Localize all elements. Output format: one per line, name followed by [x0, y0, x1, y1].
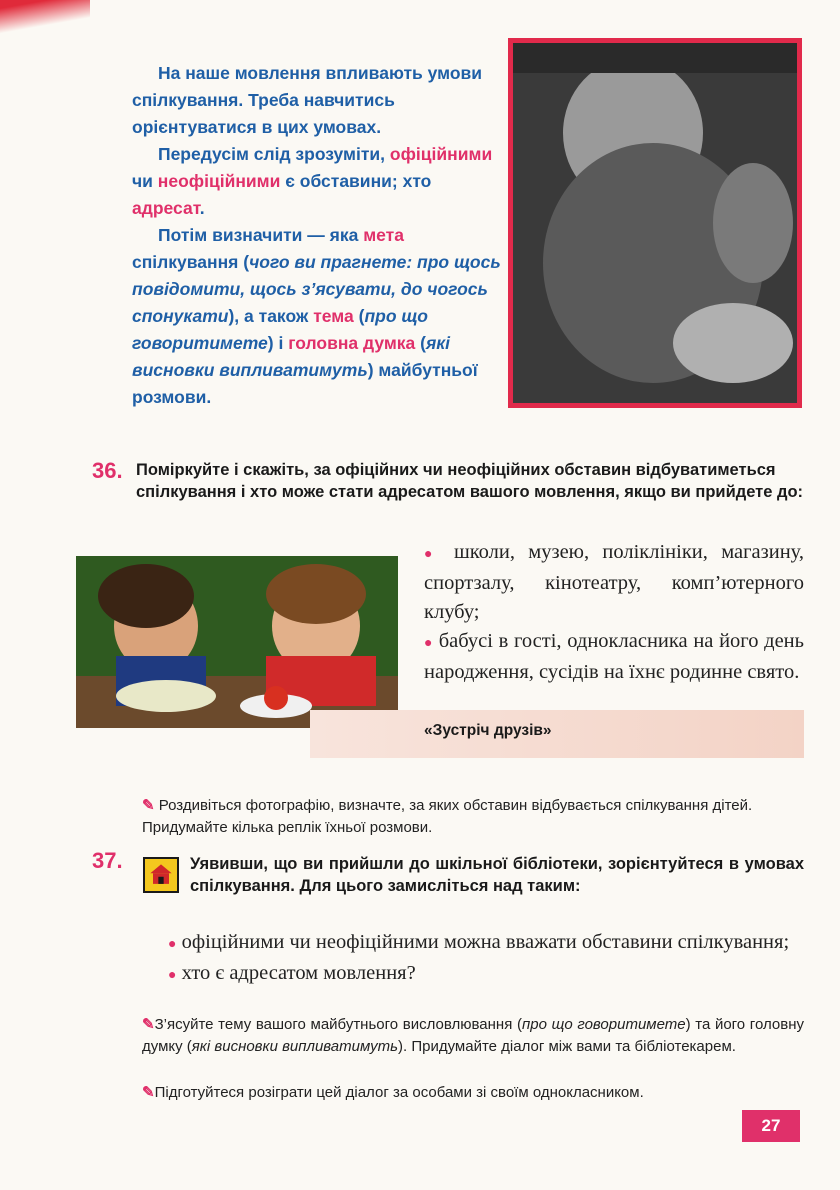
task-37-number: 37.: [92, 848, 123, 873]
list-item: ● бабусі в гості, однокласника на його день народження, сусідів на їхнє родинне свято.: [424, 630, 804, 683]
photo-children: [76, 556, 398, 728]
task-37-list: [140, 928, 804, 990]
task-36-text: Поміркуйте і скажіть, за офіційних чи неофіційних обставин відбуватиметься спілкування і хто може стати адресатом вашого мовлення, якщо ви прийдете до:: [136, 461, 804, 501]
rule-paragraph-1: На наше мовлення впливають умови спілкування. Треба навчитись орієнтуватися в цих умовах.: [132, 63, 483, 137]
task-36-list: [424, 538, 804, 687]
caption-band: [310, 710, 804, 758]
pencil-hint-icon: ✎: [142, 797, 155, 814]
photo-elderly-man: [508, 38, 802, 408]
page-number: 27: [742, 1110, 800, 1142]
rule-paragraph-3: Потім визначити — яка мета спілкування (чого ви прагнете: про щось повідомити, щось з’ясувати, до чогось спонукати), а також тема (про що говоритимете) і головна думка (які висновки випливатимуть) майбутньої розмови.: [132, 225, 501, 407]
list-item: ● школи, музею, поліклініки, магазину, спортзалу, кінотеатру, комп’ютерного клубу;: [424, 541, 805, 623]
page-corner-decoration: [0, 0, 90, 40]
photo-caption: «Зустріч друзів»: [424, 722, 552, 739]
rule-paragraph-2: Передусім слід зрозуміти, офіційними чи неофіційними є обставини; хто адресат.: [132, 144, 493, 218]
task-37-hint-1: ✎З’ясуйте тему вашого майбутнього висловлювання (про що говоритимете) та його головну думку (які висновки випливатимуть). Придумайте діалог між вами та бібліотекарем.: [142, 1016, 804, 1055]
task-37-text: Уявивши, що ви прийшли до шкільної бібліотеки, зорієнтуйтеся в умовах спілкування. Для цього замисліться над таким:: [190, 855, 804, 895]
bullet-icon: ●: [168, 937, 177, 952]
list-item: ● офіційними чи неофіційними можна вважати обставини спілкування;: [168, 931, 790, 953]
rule-text: [132, 60, 502, 411]
bullet-icon: ●: [424, 636, 434, 651]
task-36-number: 36.: [92, 458, 123, 483]
task-37-hint-2: ✎Підготуйтеся розіграти цей діалог за особами зі своїм однокласником.: [142, 1084, 644, 1101]
bullet-icon: ●: [424, 547, 441, 562]
task-36-hint: ✎ Роздивіться фотографію, визначте, за яких обставин відбувається спілкування дітей. Придумайте кілька реплік їхньої розмови.: [142, 797, 753, 836]
library-icon: [143, 857, 179, 893]
list-item: ● хто є адресатом мовлення?: [168, 962, 416, 984]
pencil-hint-icon: ✎: [142, 1084, 155, 1101]
bullet-icon: ●: [168, 968, 177, 983]
pencil-hint-icon: ✎: [142, 1016, 155, 1033]
